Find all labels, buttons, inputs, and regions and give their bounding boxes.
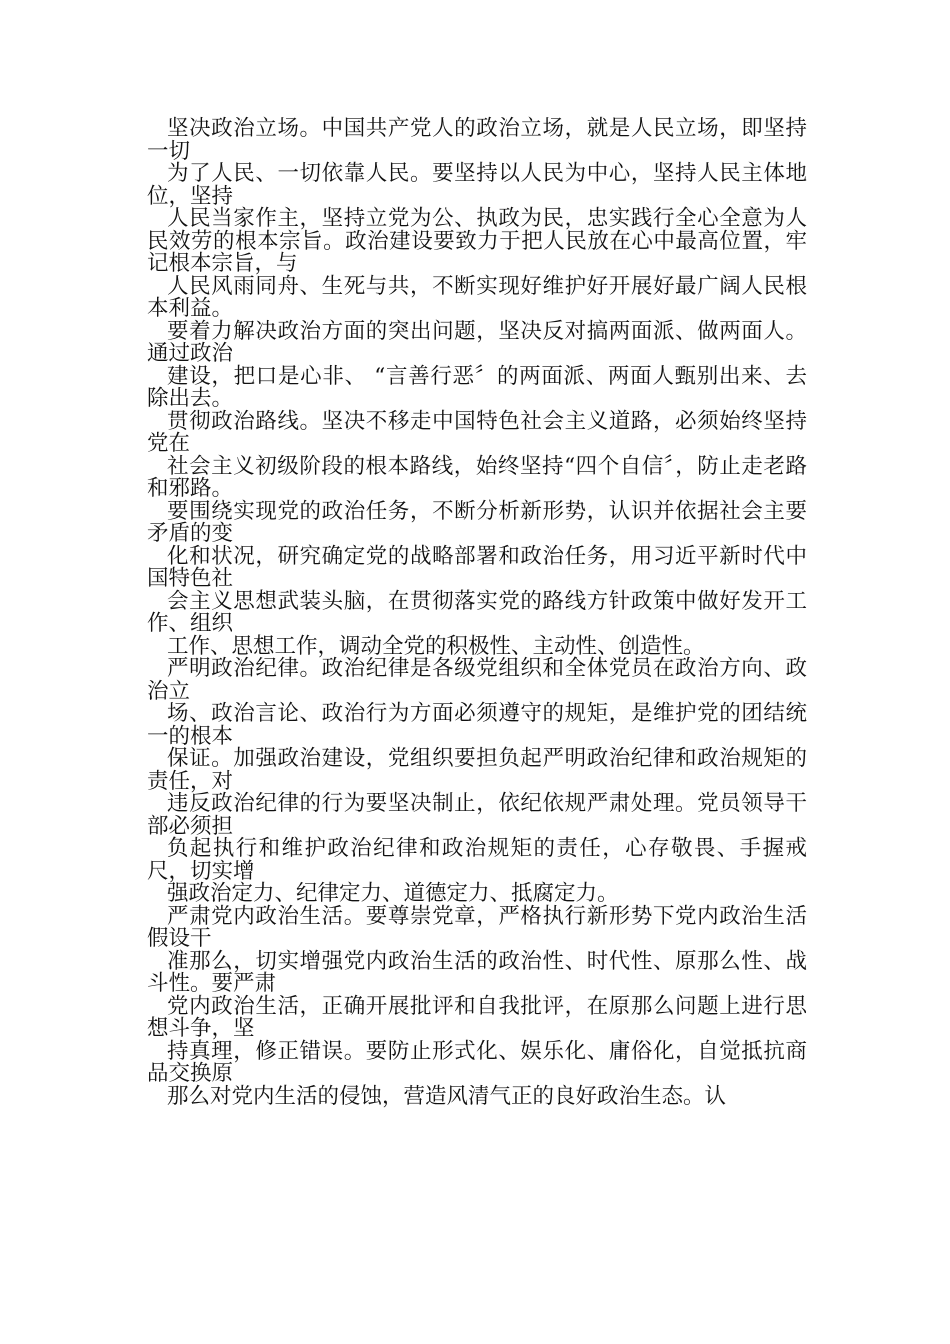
paragraph: 那么对党内生活的侵蚀，营造风清气正的良好政治生态。认 <box>167 1083 727 1109</box>
paragraph: 贯彻政治路线。坚决不移走中国特色社会主义道路，必须始终坚持党在 <box>147 408 807 456</box>
paragraph: 化和状况，研究确定党的战略部署和政治任务，用习近平新时代中国特色社 <box>147 543 807 591</box>
paragraph: 会主义思想武装头脑，在贯彻落实党的路线方针政策中做好发开工作、组织 <box>147 588 807 636</box>
paragraph: 人民当家作主，坚持立党为公、执政为民，忠实践行全心全意为人民效劳的根本宗旨。政治建设要致力于把人民放在心中最高位置，牢记根本宗旨，与 <box>147 206 807 276</box>
paragraph: 准那么，切实增强党内政治生活的政治性、时代性、原那么性、战斗性。要严肃 <box>147 948 807 996</box>
paragraph: 工作、思想工作，调动全党的积极性、主动性、创造性。 <box>167 633 705 659</box>
paragraph: 社会主义初级阶段的根本路线，始终坚持“四个自信〞，防止走老路和邪路。 <box>147 453 807 501</box>
paragraph: 强政治定力、纪律定力、道德定力、抵腐定力。 <box>167 881 619 906</box>
paragraph: 要着力解决政治方面的突出问题，坚决反对搞两面派、做两面人。通过政治 <box>147 318 807 366</box>
paragraph: 要围绕实现党的政治任务，不断分析新形势，认识并依据社会主要矛盾的变 <box>147 498 807 546</box>
paragraph: 负起执行和维护政治纪律和政治规矩的责任，心存敬畏、手握戒尺，切实增 <box>147 836 807 884</box>
paragraph: 坚决政治立场。中国共产党人的政治立场，就是人民立场，即坚持一切 <box>147 116 807 164</box>
paragraph: 党内政治生活，正确开展批评和自我批评，在原那么问题上进行思想斗争，坚 <box>147 993 807 1041</box>
document-body <box>147 118 807 1108</box>
paragraph: 保证。加强政治建设，党组织要担负起严明政治纪律和政治规矩的责任，对 <box>147 746 807 794</box>
paragraph: 为了人民、一切依靠人民。要坚持以人民为中心，坚持人民主体地位，坚持 <box>147 161 807 209</box>
paragraph: 建设，把口是心非、 “言善行恶〞的两面派、两面人甄别出来、去除出去。 <box>147 363 807 411</box>
paragraph: 场、政治言论、政治行为方面必须遵守的规矩，是维护党的团结统一的根本 <box>147 701 807 749</box>
paragraph: 违反政治纪律的行为要坚决制止，依纪依规严肃处理。党员领导干部必须担 <box>147 791 807 839</box>
paragraph: 人民风雨同舟、生死与共，不断实现好维护好开展好最广阔人民根本利益。 <box>147 273 807 321</box>
paragraph: 严明政治纪律。政治纪律是各级党组织和全体党员在政治方向、政治立 <box>147 656 807 704</box>
paragraph: 严肃党内政治生活。要尊崇党章，严格执行新形势下党内政治生活假设干 <box>147 903 807 951</box>
paragraph: 持真理，修正错误。要防止形式化、娱乐化、庸俗化，自觉抵抗商品交换原 <box>147 1038 807 1086</box>
